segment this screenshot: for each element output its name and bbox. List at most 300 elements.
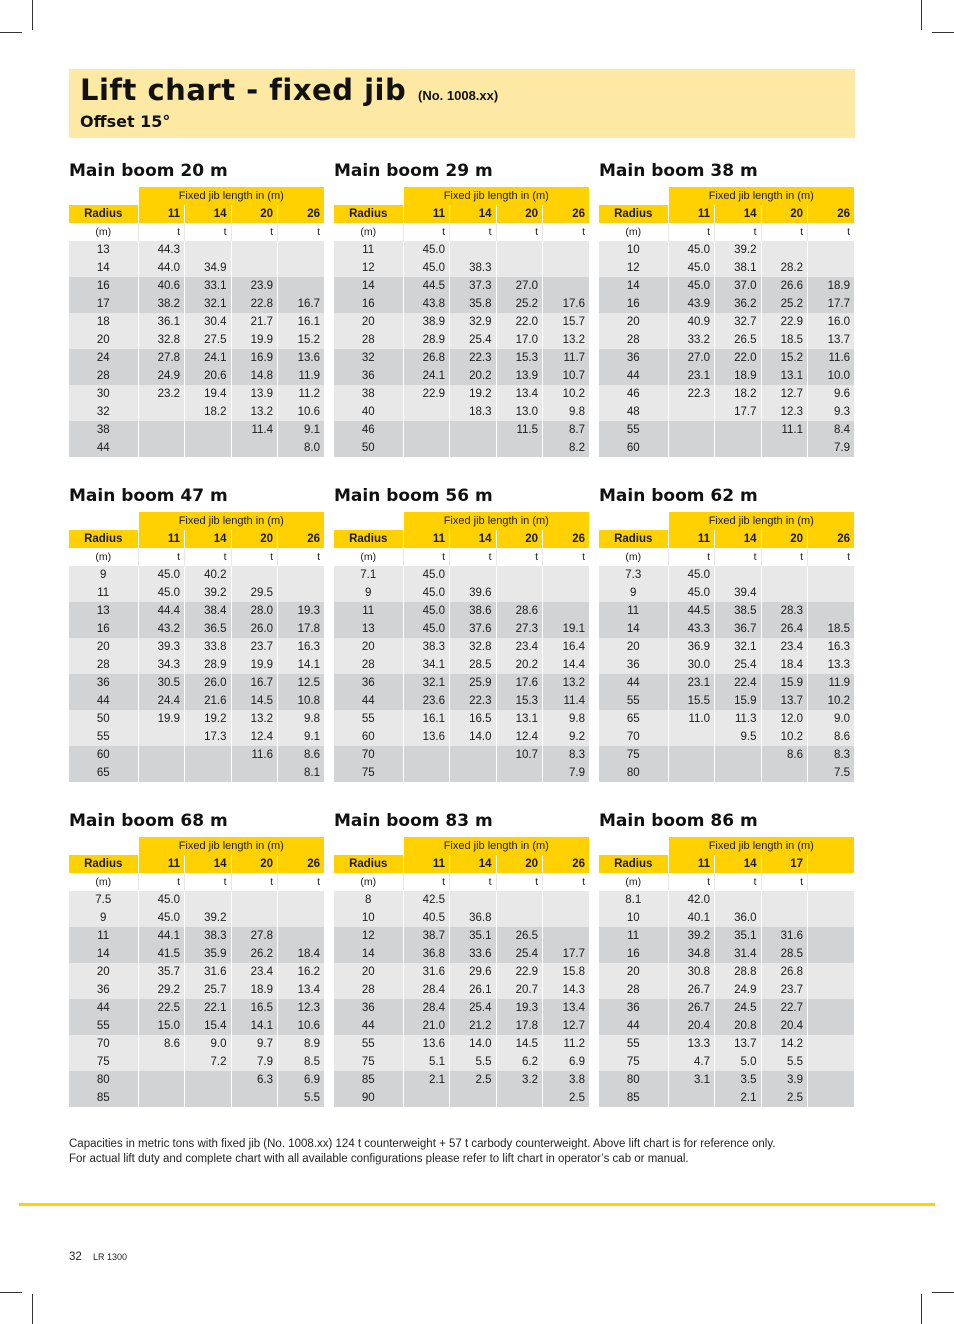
title-banner xyxy=(69,69,855,138)
table-row xyxy=(69,656,324,674)
capacity-cell: 17.7 xyxy=(715,403,762,421)
table-row xyxy=(69,1089,324,1107)
table-row xyxy=(334,1035,589,1053)
table-row xyxy=(334,367,589,385)
capacity-cell xyxy=(496,584,543,602)
capacity-cell: 18.2 xyxy=(715,385,762,403)
capacity-cell: 16.0 xyxy=(808,313,855,331)
radius-cell: 75 xyxy=(599,746,668,764)
capacity-cell: 14.1 xyxy=(278,656,325,674)
capacity-cell xyxy=(231,891,278,909)
jib-length-header: 20 xyxy=(761,205,808,223)
capacity-cell: 17.7 xyxy=(808,295,855,313)
capacity-cell: 19.3 xyxy=(496,999,543,1017)
radius-unit: (m) xyxy=(599,548,668,566)
capacity-cell: 38.3 xyxy=(185,927,232,945)
capacity-cell: 11.9 xyxy=(808,674,855,692)
capacity-cell: 10.6 xyxy=(278,403,325,421)
radius-cell: 9 xyxy=(599,584,668,602)
capacity-cell: 10.6 xyxy=(278,1017,325,1035)
ton-unit: t xyxy=(138,548,185,566)
ton-unit: t xyxy=(808,223,855,241)
capacity-cell xyxy=(185,421,232,439)
radius-cell: 11 xyxy=(334,602,403,620)
table-row xyxy=(334,692,589,710)
table-row xyxy=(599,728,854,746)
radius-cell: 55 xyxy=(599,421,668,439)
jib-length-header: 14 xyxy=(185,855,232,873)
table-header-row xyxy=(69,512,324,530)
capacity-cell: 28.5 xyxy=(450,656,497,674)
radius-cell: 55 xyxy=(334,1035,403,1053)
capacity-cell xyxy=(761,909,808,927)
radius-cell: 75 xyxy=(69,1053,138,1071)
capacity-cell: 24.5 xyxy=(715,999,762,1017)
capacity-cell: 6.2 xyxy=(496,1053,543,1071)
ton-unit: t xyxy=(450,223,497,241)
fixed-jib-header: Fixed jib length in (m) xyxy=(138,837,324,855)
capacity-cell xyxy=(808,945,855,963)
capacity-cell xyxy=(450,1089,497,1107)
table-header-row xyxy=(334,530,589,548)
capacity-cell: 22.3 xyxy=(450,349,497,367)
capacity-cell: 12.0 xyxy=(761,710,808,728)
jib-length-header: 17 xyxy=(761,855,808,873)
ton-unit: t xyxy=(231,548,278,566)
capacity-cell: 11.9 xyxy=(278,367,325,385)
capacity-cell: 29.6 xyxy=(450,963,497,981)
capacity-cell: 5.5 xyxy=(450,1053,497,1071)
table-row xyxy=(69,692,324,710)
capacity-cell: 12.4 xyxy=(231,728,278,746)
table-row xyxy=(69,421,324,439)
capacity-cell: 21.0 xyxy=(403,1017,450,1035)
table-row xyxy=(69,349,324,367)
capacity-cell: 30.0 xyxy=(668,656,715,674)
capacity-cell xyxy=(403,764,450,782)
table-row xyxy=(599,439,854,457)
radius-cell: 44 xyxy=(69,439,138,457)
radius-cell: 20 xyxy=(334,963,403,981)
table-header-row xyxy=(599,512,854,530)
capacity-cell: 45.0 xyxy=(403,241,450,259)
table-row xyxy=(599,584,854,602)
capacity-cell: 40.1 xyxy=(668,909,715,927)
radius-cell: 12 xyxy=(334,927,403,945)
capacity-cell: 31.4 xyxy=(715,945,762,963)
table-row xyxy=(599,746,854,764)
ton-unit xyxy=(808,873,855,891)
capacity-cell: 11.2 xyxy=(278,385,325,403)
table-row xyxy=(334,728,589,746)
table-header-row xyxy=(599,205,854,223)
jib-length-header: 11 xyxy=(403,530,450,548)
capacity-cell: 38.3 xyxy=(450,259,497,277)
capacity-cell: 17.8 xyxy=(496,1017,543,1035)
table-row xyxy=(69,313,324,331)
capacity-cell xyxy=(668,746,715,764)
capacity-cell: 32.8 xyxy=(450,638,497,656)
lift-chart-table xyxy=(599,187,854,457)
table-header-row xyxy=(334,205,589,223)
capacity-cell: 20.8 xyxy=(715,1017,762,1035)
capacity-cell: 23.4 xyxy=(231,963,278,981)
capacity-cell: 9.3 xyxy=(808,403,855,421)
jib-length-header: 26 xyxy=(543,530,590,548)
header-spacer xyxy=(599,512,668,530)
table-row xyxy=(334,927,589,945)
jib-length-header: 14 xyxy=(450,530,497,548)
radius-cell: 20 xyxy=(599,963,668,981)
capacity-cell xyxy=(761,439,808,457)
capacity-cell: 24.9 xyxy=(715,981,762,999)
capacity-cell: 38.9 xyxy=(403,313,450,331)
capacity-cell: 15.3 xyxy=(496,692,543,710)
capacity-cell xyxy=(808,1089,855,1107)
capacity-cell xyxy=(450,421,497,439)
capacity-cell xyxy=(808,1035,855,1053)
units-row xyxy=(599,223,854,241)
capacity-cell xyxy=(543,602,590,620)
capacity-cell: 11.6 xyxy=(808,349,855,367)
table-row xyxy=(599,349,854,367)
capacity-cell: 15.2 xyxy=(278,331,325,349)
capacity-cell: 44.5 xyxy=(668,602,715,620)
radius-cell: 55 xyxy=(599,692,668,710)
capacity-cell: 39.6 xyxy=(450,584,497,602)
capacity-cell xyxy=(231,241,278,259)
capacity-cell: 3.1 xyxy=(668,1071,715,1089)
chart-title: Main boom 86 m xyxy=(599,811,758,831)
capacity-cell: 8.5 xyxy=(278,1053,325,1071)
radius-cell: 70 xyxy=(69,1035,138,1053)
ton-unit: t xyxy=(761,873,808,891)
capacity-cell xyxy=(278,909,325,927)
capacity-cell xyxy=(668,728,715,746)
capacity-cell: 28.4 xyxy=(403,999,450,1017)
capacity-cell xyxy=(450,439,497,457)
capacity-cell: 14.4 xyxy=(543,656,590,674)
lift-chart-table xyxy=(599,837,854,1107)
capacity-cell: 14.2 xyxy=(761,1035,808,1053)
table-row xyxy=(599,295,854,313)
table-row xyxy=(334,331,589,349)
header-spacer xyxy=(334,512,403,530)
radius-cell: 32 xyxy=(334,349,403,367)
capacity-cell: 44.3 xyxy=(138,241,185,259)
capacity-cell: 6.3 xyxy=(231,1071,278,1089)
radius-cell: 8.1 xyxy=(599,891,668,909)
capacity-cell: 18.9 xyxy=(231,981,278,999)
capacity-cell: 13.3 xyxy=(668,1035,715,1053)
table-row xyxy=(599,891,854,909)
capacity-cell xyxy=(715,746,762,764)
radius-cell: 75 xyxy=(599,1053,668,1071)
capacity-cell: 9.1 xyxy=(278,728,325,746)
capacity-cell: 36.7 xyxy=(715,620,762,638)
capacity-cell: 8.2 xyxy=(543,439,590,457)
capacity-cell: 6.9 xyxy=(543,1053,590,1071)
capacity-cell: 13.6 xyxy=(403,728,450,746)
table-header-row xyxy=(334,855,589,873)
capacity-cell: 17.7 xyxy=(543,945,590,963)
radius-cell: 14 xyxy=(334,945,403,963)
capacity-cell: 12.3 xyxy=(761,403,808,421)
jib-length-header: 11 xyxy=(403,855,450,873)
fixed-jib-header: Fixed jib length in (m) xyxy=(403,187,589,205)
capacity-cell: 16.5 xyxy=(231,999,278,1017)
capacity-cell: 19.9 xyxy=(231,656,278,674)
capacity-cell: 23.7 xyxy=(761,981,808,999)
capacity-cell: 7.2 xyxy=(185,1053,232,1071)
capacity-cell: 45.0 xyxy=(403,584,450,602)
capacity-cell xyxy=(403,1089,450,1107)
capacity-cell xyxy=(278,277,325,295)
capacity-cell xyxy=(808,1071,855,1089)
capacity-cell: 25.9 xyxy=(450,674,497,692)
capacity-cell: 26.0 xyxy=(231,620,278,638)
capacity-cell xyxy=(761,566,808,584)
capacity-cell xyxy=(278,241,325,259)
capacity-cell: 14.0 xyxy=(450,728,497,746)
radius-unit: (m) xyxy=(599,223,668,241)
radius-cell: 16 xyxy=(69,277,138,295)
capacity-cell: 13.1 xyxy=(761,367,808,385)
capacity-cell xyxy=(278,584,325,602)
capacity-cell: 36.1 xyxy=(138,313,185,331)
table-row xyxy=(334,385,589,403)
table-row xyxy=(69,367,324,385)
jib-length-header: 14 xyxy=(450,205,497,223)
capacity-cell: 28.3 xyxy=(761,602,808,620)
header-spacer xyxy=(69,187,138,205)
capacity-cell: 18.4 xyxy=(761,656,808,674)
capacity-cell: 7.9 xyxy=(231,1053,278,1071)
table-header-row xyxy=(334,512,589,530)
capacity-cell: 9.6 xyxy=(808,385,855,403)
radius-cell: 14 xyxy=(599,277,668,295)
capacity-cell xyxy=(808,909,855,927)
capacity-cell: 22.4 xyxy=(715,674,762,692)
capacity-cell: 20.2 xyxy=(496,656,543,674)
table-row xyxy=(334,620,589,638)
capacity-cell: 28.8 xyxy=(715,963,762,981)
table-row xyxy=(599,1089,854,1107)
capacity-cell: 9.1 xyxy=(278,421,325,439)
capacity-cell: 8.6 xyxy=(808,728,855,746)
jib-length-header: 14 xyxy=(715,530,762,548)
capacity-cell: 8.9 xyxy=(278,1035,325,1053)
capacity-cell: 42.0 xyxy=(668,891,715,909)
capacity-cell: 41.5 xyxy=(138,945,185,963)
radius-cell: 10 xyxy=(599,241,668,259)
capacity-cell: 16.9 xyxy=(231,349,278,367)
jib-length-header: 20 xyxy=(761,530,808,548)
capacity-cell: 8.7 xyxy=(543,421,590,439)
header-spacer xyxy=(69,512,138,530)
table-row xyxy=(599,1035,854,1053)
radius-cell: 44 xyxy=(599,367,668,385)
radius-cell: 44 xyxy=(69,692,138,710)
capacity-cell: 13.4 xyxy=(543,999,590,1017)
capacity-cell: 28.5 xyxy=(761,945,808,963)
capacity-cell: 45.0 xyxy=(403,620,450,638)
table-row xyxy=(69,241,324,259)
capacity-cell: 13.7 xyxy=(761,692,808,710)
radius-cell: 28 xyxy=(69,367,138,385)
capacity-cell: 33.8 xyxy=(185,638,232,656)
capacity-cell: 24.1 xyxy=(185,349,232,367)
capacity-cell: 38.7 xyxy=(403,927,450,945)
capacity-cell: 9.0 xyxy=(808,710,855,728)
page-subtitle: Offset 15° xyxy=(80,112,171,131)
capacity-cell xyxy=(403,403,450,421)
radius-cell: 55 xyxy=(334,710,403,728)
capacity-cell: 11.0 xyxy=(668,710,715,728)
table-row xyxy=(599,421,854,439)
capacity-cell: 23.1 xyxy=(668,674,715,692)
chart-title: Main boom 20 m xyxy=(69,161,228,181)
page-title: Lift chart - fixed jib xyxy=(80,73,407,107)
capacity-cell xyxy=(231,1089,278,1107)
capacity-cell: 27.5 xyxy=(185,331,232,349)
capacity-cell: 45.0 xyxy=(668,584,715,602)
capacity-cell: 23.4 xyxy=(496,638,543,656)
lift-chart-table xyxy=(334,837,589,1107)
capacity-cell xyxy=(138,764,185,782)
fixed-jib-header: Fixed jib length in (m) xyxy=(403,512,589,530)
radius-cell: 36 xyxy=(334,367,403,385)
capacity-cell: 11.5 xyxy=(496,421,543,439)
capacity-cell: 30.4 xyxy=(185,313,232,331)
table-row xyxy=(334,259,589,277)
capacity-cell: 38.4 xyxy=(185,602,232,620)
capacity-cell xyxy=(185,1071,232,1089)
capacity-cell xyxy=(543,566,590,584)
ton-unit: t xyxy=(278,548,325,566)
capacity-cell: 6.9 xyxy=(278,1071,325,1089)
capacity-cell: 20.7 xyxy=(496,981,543,999)
capacity-cell: 20.4 xyxy=(761,1017,808,1035)
capacity-cell: 22.3 xyxy=(668,385,715,403)
radius-cell: 14 xyxy=(69,259,138,277)
capacity-cell: 16.2 xyxy=(278,963,325,981)
capacity-cell: 8.0 xyxy=(278,439,325,457)
capacity-cell: 18.2 xyxy=(185,403,232,421)
capacity-cell: 9.8 xyxy=(543,710,590,728)
table-row xyxy=(69,764,324,782)
capacity-cell: 19.9 xyxy=(138,710,185,728)
ton-unit: t xyxy=(185,873,232,891)
capacity-cell: 36.8 xyxy=(403,945,450,963)
capacity-cell: 7.9 xyxy=(808,439,855,457)
capacity-cell: 26.6 xyxy=(761,277,808,295)
table-row xyxy=(69,1035,324,1053)
table-row xyxy=(334,638,589,656)
lift-chart-block xyxy=(599,486,854,782)
capacity-cell xyxy=(185,764,232,782)
capacity-cell: 4.7 xyxy=(668,1053,715,1071)
radius-cell: 16 xyxy=(334,295,403,313)
capacity-cell: 15.2 xyxy=(761,349,808,367)
capacity-cell: 26.5 xyxy=(496,927,543,945)
capacity-cell: 39.2 xyxy=(185,909,232,927)
radius-header: Radius xyxy=(614,533,653,545)
capacity-cell xyxy=(496,566,543,584)
capacity-cell: 9.7 xyxy=(231,1035,278,1053)
table-row xyxy=(599,602,854,620)
capacity-cell: 35.1 xyxy=(715,927,762,945)
table-row xyxy=(334,277,589,295)
capacity-cell: 25.2 xyxy=(761,295,808,313)
capacity-cell xyxy=(808,602,855,620)
table-header-row xyxy=(599,530,854,548)
table-row xyxy=(599,259,854,277)
lift-chart-block xyxy=(599,161,854,457)
table-row xyxy=(334,746,589,764)
capacity-cell: 22.0 xyxy=(715,349,762,367)
jib-length-header: 11 xyxy=(668,530,715,548)
radius-cell: 46 xyxy=(599,385,668,403)
note-line-2: For actual lift duty and complete chart with all available configurations please refer to lift chart in operator’s cab or manual. xyxy=(69,1153,689,1165)
capacity-cell: 9.8 xyxy=(543,403,590,421)
capacity-cell: 17.6 xyxy=(543,295,590,313)
capacity-cell: 14.1 xyxy=(231,1017,278,1035)
capacity-cell: 14.0 xyxy=(450,1035,497,1053)
jib-length-header: 11 xyxy=(138,205,185,223)
table-row xyxy=(69,439,324,457)
header-spacer xyxy=(334,837,403,855)
radius-cell: 24 xyxy=(69,349,138,367)
capacity-cell: 45.0 xyxy=(668,259,715,277)
jib-length-header: 20 xyxy=(496,205,543,223)
radius-cell: 85 xyxy=(599,1089,668,1107)
radius-unit: (m) xyxy=(334,223,403,241)
radius-cell: 40 xyxy=(334,403,403,421)
radius-cell: 38 xyxy=(334,385,403,403)
capacity-cell: 32.1 xyxy=(403,674,450,692)
table-header-row xyxy=(599,837,854,855)
capacity-cell: 8.4 xyxy=(808,421,855,439)
ton-unit: t xyxy=(496,873,543,891)
capacity-cell xyxy=(668,439,715,457)
table-row xyxy=(69,963,324,981)
chart-title: Main boom 29 m xyxy=(334,161,493,181)
chart-title: Main boom 56 m xyxy=(334,486,493,506)
capacity-cell: 16.7 xyxy=(278,295,325,313)
radius-cell: 20 xyxy=(334,638,403,656)
capacity-cell: 10.2 xyxy=(761,728,808,746)
radius-cell: 55 xyxy=(599,1035,668,1053)
fixed-jib-header: Fixed jib length in (m) xyxy=(138,512,324,530)
jib-length-header: 11 xyxy=(668,205,715,223)
table-row xyxy=(69,728,324,746)
capacity-cell: 36.9 xyxy=(668,638,715,656)
capacity-cell: 17.3 xyxy=(185,728,232,746)
ton-unit: t xyxy=(278,223,325,241)
radius-cell: 28 xyxy=(334,981,403,999)
radius-cell: 46 xyxy=(334,421,403,439)
capacity-cell: 2.5 xyxy=(450,1071,497,1089)
capacity-cell: 36.8 xyxy=(450,909,497,927)
capacity-cell: 30.8 xyxy=(668,963,715,981)
radius-cell: 14 xyxy=(599,620,668,638)
radius-cell: 28 xyxy=(599,331,668,349)
capacity-cell: 12.7 xyxy=(543,1017,590,1035)
table-row xyxy=(599,963,854,981)
radius-cell: 36 xyxy=(599,656,668,674)
capacity-cell xyxy=(761,584,808,602)
